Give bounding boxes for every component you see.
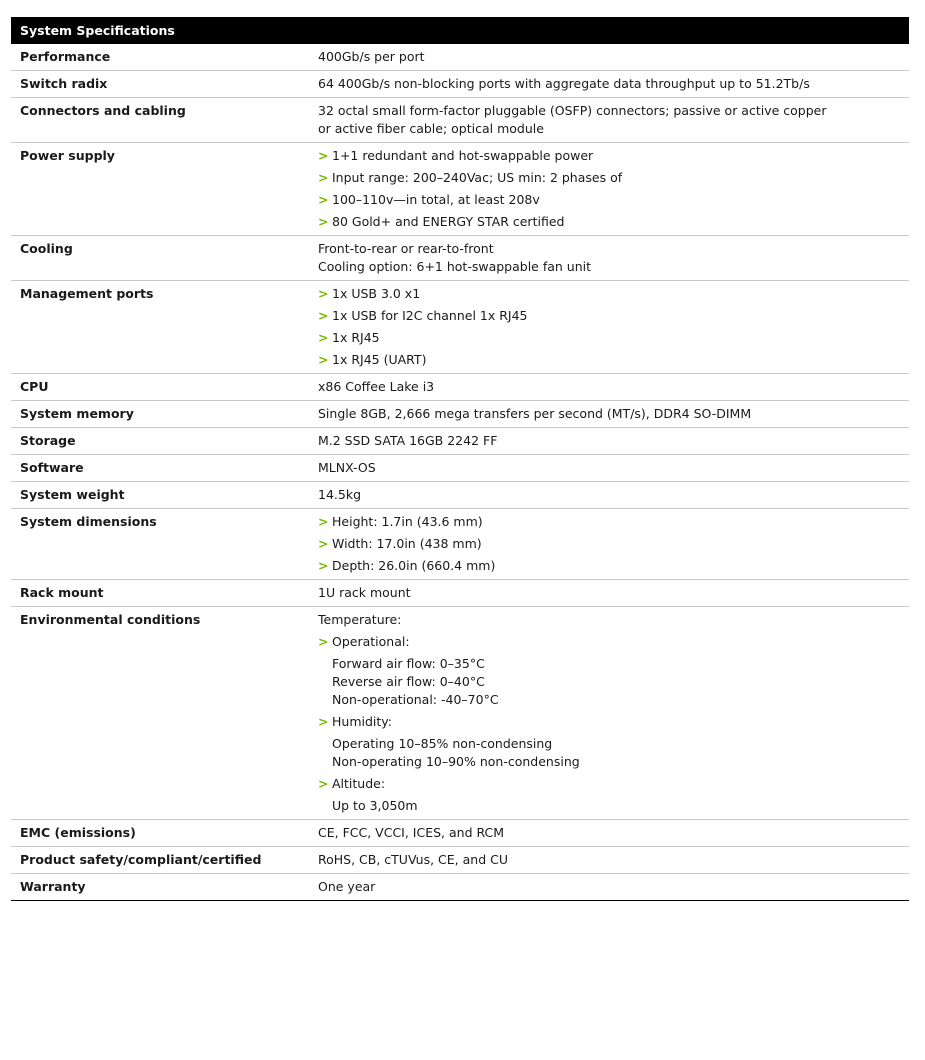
- value-line: 64 400Gb/s non-blocking ports with aggregate data throughput up to 51.2Tb/s: [318, 76, 810, 91]
- spec-row-cooling: [11, 236, 909, 281]
- spec-value: [309, 580, 909, 607]
- spec-label: Software: [11, 455, 309, 482]
- spec-label: Environmental conditions: [11, 607, 309, 820]
- spec-row-system-weight: [11, 482, 909, 509]
- spec-row-rack-mount: [11, 580, 909, 607]
- bullet-text: Depth: 26.0in (660.4 mm): [332, 558, 496, 573]
- chevron-right-icon: >: [318, 148, 329, 163]
- chevron-right-icon: >: [318, 214, 329, 229]
- spec-value: [309, 71, 909, 98]
- chevron-right-icon: >: [318, 192, 329, 207]
- value-line: 32 octal small form-factor pluggable (OSFP) connectors; passive or active copper: [318, 103, 827, 118]
- bullet-text: Humidity:: [332, 714, 392, 729]
- bullet-item: [318, 633, 901, 651]
- spec-row-power-supply: [11, 143, 909, 236]
- sub-line: Up to 3,050m: [332, 798, 418, 813]
- spec-label: System dimensions: [11, 509, 309, 580]
- bullet-text: 100–110v—in total, at least 208v: [332, 192, 540, 207]
- spec-value: [309, 455, 909, 482]
- system-specifications-table: [11, 17, 909, 901]
- spec-label: System memory: [11, 401, 309, 428]
- bullet-text: 1x USB for I2C channel 1x RJ45: [332, 308, 528, 323]
- bullet-item: [318, 513, 901, 531]
- spec-row-environmental: [11, 607, 909, 820]
- bullet-item: [318, 557, 901, 575]
- spec-value: [309, 98, 909, 143]
- bullet-text: Altitude:: [332, 776, 386, 791]
- bullet-item: [318, 775, 901, 793]
- value-line: Single 8GB, 2,666 mega transfers per second (MT/s), DDR4 SO-DIMM: [318, 406, 752, 421]
- spec-value: [309, 847, 909, 874]
- spec-value: [309, 143, 909, 236]
- spec-row-switch-radix: [11, 71, 909, 98]
- spec-row-system-memory: [11, 401, 909, 428]
- spec-row-software: [11, 455, 909, 482]
- spec-value: [309, 236, 909, 281]
- sub-line: Operating 10–85% non-condensing: [332, 736, 553, 751]
- value-line: x86 Coffee Lake i3: [318, 379, 435, 394]
- spec-value: [309, 281, 909, 374]
- bullet-text: Height: 1.7in (43.6 mm): [332, 514, 483, 529]
- bullet-text: Operational:: [332, 634, 410, 649]
- spec-value: [309, 428, 909, 455]
- chevron-right-icon: >: [318, 558, 329, 573]
- sub-line: Forward air flow: 0–35°C: [332, 656, 485, 671]
- spec-value: [309, 482, 909, 509]
- spec-row-connectors: [11, 98, 909, 143]
- spec-value: [309, 401, 909, 428]
- spec-label: Switch radix: [11, 71, 309, 98]
- bullet-text: 1x RJ45 (UART): [332, 352, 427, 367]
- chevron-right-icon: >: [318, 170, 329, 185]
- value-line: RoHS, CB, cTUVus, CE, and CU: [318, 852, 508, 867]
- chevron-right-icon: >: [318, 286, 329, 301]
- spec-value: [309, 607, 909, 820]
- spec-label: Connectors and cabling: [11, 98, 309, 143]
- bullet-item: [318, 329, 901, 347]
- chevron-right-icon: >: [318, 514, 329, 529]
- spec-row-storage: [11, 428, 909, 455]
- bullet-text: 1+1 redundant and hot-swappable power: [332, 148, 594, 163]
- bullet-text: Width: 17.0in (438 mm): [332, 536, 482, 551]
- spec-row-management-ports: [11, 281, 909, 374]
- spec-label: Management ports: [11, 281, 309, 374]
- spec-value: [309, 820, 909, 847]
- spec-row-product-safety: [11, 847, 909, 874]
- bullet-item: [318, 147, 901, 165]
- spec-label: Cooling: [11, 236, 309, 281]
- bullet-item: [318, 191, 901, 209]
- chevron-right-icon: >: [318, 536, 329, 551]
- chevron-right-icon: >: [318, 714, 329, 729]
- spec-row-performance: [11, 44, 909, 71]
- value-line: 1U rack mount: [318, 585, 411, 600]
- spec-label: System weight: [11, 482, 309, 509]
- bullet-item: [318, 285, 901, 303]
- value-line: Temperature:: [318, 612, 402, 627]
- value-line: or active fiber cable; optical module: [318, 121, 544, 136]
- value-line: Front-to-rear or rear-to-front: [318, 241, 494, 256]
- bullet-item: [318, 307, 901, 325]
- spec-row-emc: [11, 820, 909, 847]
- spec-label: Performance: [11, 44, 309, 71]
- bullet-item: [318, 213, 901, 231]
- bullet-text: Input range: 200–240Vac; US min: 2 phases of: [332, 170, 623, 185]
- bullet-item: [318, 169, 901, 187]
- value-line: 14.5kg: [318, 487, 362, 502]
- spec-label: Product safety/compliant/certified: [11, 847, 309, 874]
- bullet-text: 80 Gold+ and ENERGY STAR certified: [332, 214, 565, 229]
- bullet-item: [318, 535, 901, 553]
- bullet-item: [318, 713, 901, 731]
- bullet-text: 1x RJ45: [332, 330, 380, 345]
- value-line: One year: [318, 879, 376, 894]
- spec-label: Storage: [11, 428, 309, 455]
- chevron-right-icon: >: [318, 634, 329, 649]
- value-line: M.2 SSD SATA 16GB 2242 FF: [318, 433, 498, 448]
- sub-line: Non-operating 10–90% non-condensing: [332, 754, 580, 769]
- value-line: CE, FCC, VCCI, ICES, and RCM: [318, 825, 505, 840]
- spec-label: Warranty: [11, 874, 309, 901]
- spec-label: Power supply: [11, 143, 309, 236]
- spec-value: [309, 874, 909, 901]
- spec-row-system-dimensions: [11, 509, 909, 580]
- table-header: System Specifications: [11, 17, 909, 44]
- sub-line: Reverse air flow: 0–40°C: [332, 674, 485, 689]
- bullet-item: [318, 351, 901, 369]
- spec-label: EMC (emissions): [11, 820, 309, 847]
- value-line: MLNX-OS: [318, 460, 376, 475]
- chevron-right-icon: >: [318, 330, 329, 345]
- sub-line: Non-operational: -40–70°C: [332, 692, 499, 707]
- value-line: Cooling option: 6+1 hot-swappable fan unit: [318, 259, 592, 274]
- spec-row-cpu: [11, 374, 909, 401]
- spec-label: Rack mount: [11, 580, 309, 607]
- spec-value: [309, 509, 909, 580]
- value-line: 400Gb/s per port: [318, 49, 425, 64]
- bullet-text: 1x USB 3.0 x1: [332, 286, 421, 301]
- chevron-right-icon: >: [318, 352, 329, 367]
- spec-value: [309, 44, 909, 71]
- chevron-right-icon: >: [318, 776, 329, 791]
- spec-label: CPU: [11, 374, 309, 401]
- chevron-right-icon: >: [318, 308, 329, 323]
- spec-row-warranty: [11, 874, 909, 901]
- spec-value: [309, 374, 909, 401]
- table-header-row: [11, 17, 909, 44]
